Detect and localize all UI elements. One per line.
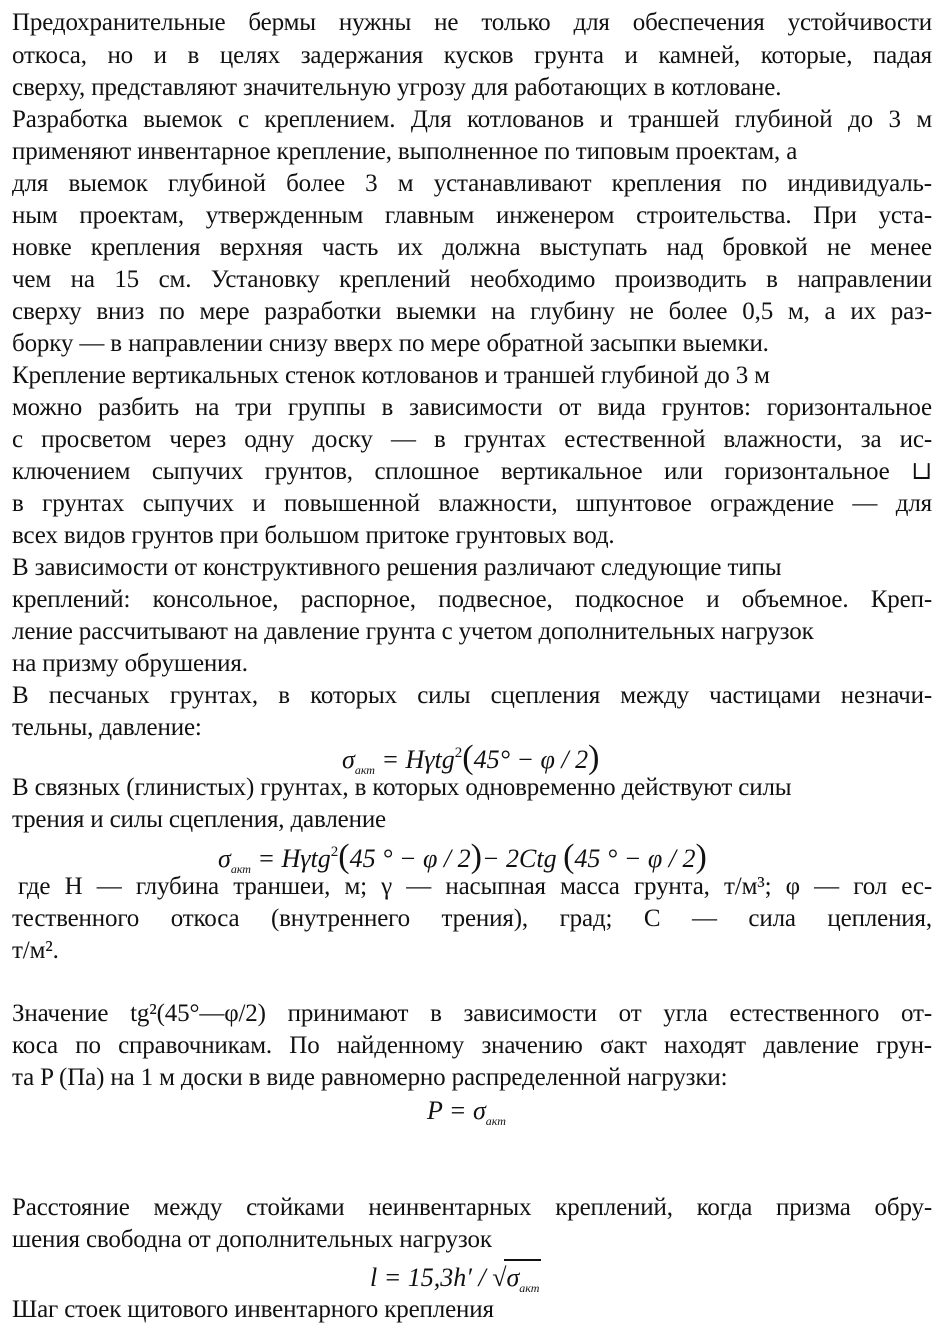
text-line: тественного откоса (внутреннего трения), град; С — сила цепления,: [12, 905, 932, 932]
formula-post-spacing: $l = 15,3h' / √\sigma_{акт}$: [370, 1259, 541, 1305]
text-line: Предохранительные бермы нужны не только для обеспечения устойчивости: [12, 9, 932, 36]
text-line: чем на 15 см. Установку креплений необходимо производить в направлении: [12, 266, 932, 293]
formula-active-pressure-sand: $\sigma_{акт} = H\gamma tg^2(45^\circ - \varphi / 2)$: [342, 739, 600, 777]
text-line: ключением сыпучих грунтов, сплошное вертикальное или горизонтальное ⊔: [12, 458, 932, 485]
formula-board-load: $P = \sigma_{акт}$: [427, 1096, 506, 1128]
text-line: для выемок глубиной более 3 м устанавливают крепления по индивидуаль-: [12, 170, 932, 197]
text-line: ным проектам, утвержденным главным инженером строительства. При уста-: [12, 202, 932, 229]
text-line: с просветом через одну доску — в грунтах естественной влажности, за ис-: [12, 426, 932, 453]
text-line: коса по справочникам. По найденному значению σакт находят давление грун-: [12, 1032, 932, 1059]
formula-active-pressure-clay: $\sigma_{акт} = H\gamma tg^2(45$ ° − φ / 2)− 2Ctg (45 ° − φ / 2): [218, 838, 707, 876]
text-line: сверху вниз по мере разработки выемки на глубину не более 0,5 м, а их раз-: [12, 298, 932, 325]
text-line: на призму обрушения.: [12, 650, 248, 677]
text-line: трения и силы сцепления, давление: [12, 806, 387, 833]
text-line: откоса, но и в целях задержания кусков грунта и камней, которые, падая: [12, 42, 932, 69]
text-line: можно разбить на три группы в зависимости от вида грунтов: горизонтальное: [12, 394, 932, 421]
text-line: ление рассчитывают на давление грунта с учетом дополнительных нагрузок: [12, 618, 814, 645]
text-line: борку — в направлении снизу вверх по мере обратной засыпки выемки.: [12, 330, 769, 357]
text-line: т/м².: [12, 937, 59, 964]
text-line: В зависимости от конструктивного решения различают следующие типы: [12, 554, 782, 581]
text-line: Крепление вертикальных стенок котлованов и траншей глубиной до 3 м: [12, 362, 770, 389]
text-line: креплений: консольное, распорное, подвесное, подкосное и объемное. Креп-: [12, 586, 932, 613]
text-line: В песчаных грунтах, в которых силы сцепления между частицами незначи-: [12, 682, 932, 709]
text-line: Значение tg²(45°—φ/2) принимают в зависимости от угла естественного от-: [12, 1000, 932, 1027]
text-line: где H — глубина траншеи, м; γ — насыпная масса грунта, т/м³; φ — гол ес-: [18, 873, 932, 900]
text-line: применяют инвентарное крепление, выполненное по типовым проектам, а: [12, 138, 798, 165]
text-line: всех видов грунтов при большом притоке грунтовых вод.: [12, 522, 615, 549]
text-line: сверху, представляют значительную угрозу для работающих в котловане.: [12, 74, 782, 101]
text-line: новке крепления верхняя часть их должна выступать над бровкой не менее: [12, 234, 932, 261]
text-line: тельны, давление:: [12, 714, 202, 741]
text-line: та P (Па) на 1 м доски в виде равномерно распределенной нагрузки:: [12, 1064, 728, 1091]
text-line: Шаг стоек щитового инвентарного крепления: [12, 1296, 494, 1323]
text-line: Разработка выемок с креплением. Для котлованов и траншей глубиной до 3 м: [12, 106, 932, 133]
text-line: в грунтах сыпучих и повышенной влажности, шпунтовое ограждение — для: [12, 490, 932, 517]
text-line: Расстояние между стойками неинвентарных креплений, когда призма обру-: [12, 1194, 932, 1221]
text-line: шения свободна от дополнительных нагрузок: [12, 1226, 492, 1253]
text-line: В связных (глинистых) грунтах, в которых одновременно действуют силы: [12, 774, 792, 801]
